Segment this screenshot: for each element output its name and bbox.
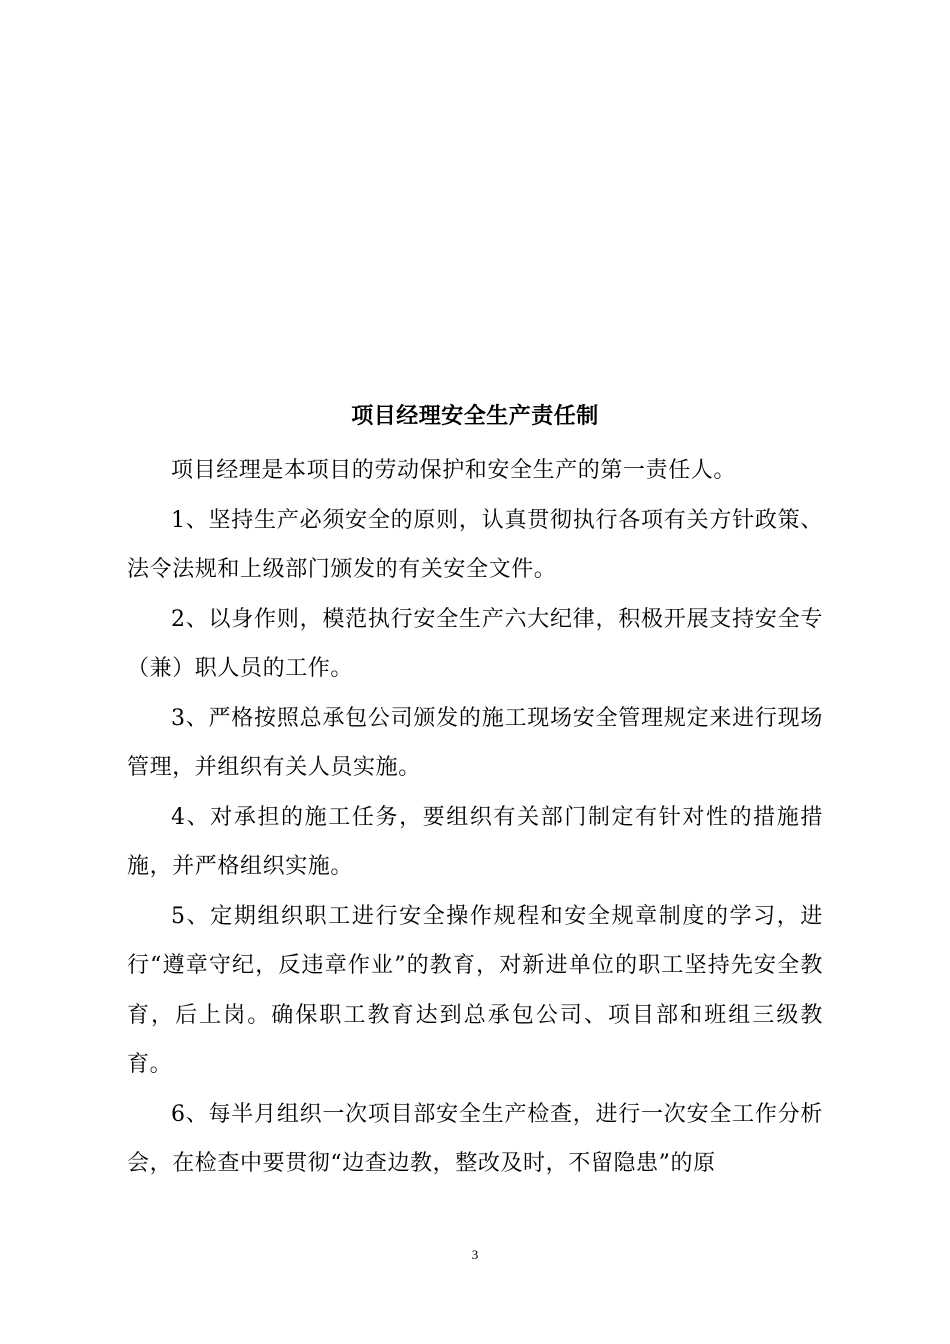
paragraph-item-4: 4、对承担的施工任务，要组织有关部门制定有针对性的措施措施，并严格组织实施。: [127, 804, 823, 879]
paragraph-item-3: 3、严格按照总承包公司颁发的施工现场安全管理规定来进行现场管理，并组织有关人员实施。: [127, 705, 823, 780]
paragraph-intro: 项目经理是本项目的劳动保护和安全生产的第一责任人。: [171, 458, 737, 483]
page-number: 3: [471, 1247, 479, 1262]
paragraph-item-2: 2、以身作则，模范执行安全生产六大纪律，积极开展支持安全专（兼）职人员的工作。: [127, 606, 823, 681]
paragraph-item-5: 5、定期组织职工进行安全操作规程和安全规章制度的学习，进行“遵章守纪，反违章作业”的教育，对新进单位的职工坚持先安全教育，后上岗。确保职工教育达到总承包公司、项目部和班组三级教育。: [127, 903, 823, 1077]
document-body: [127, 446, 823, 1189]
paragraph-item-1: 1、坚持生产必须安全的原则，认真贯彻执行各项有关方针政策、法令法规和上级部门颁发的有关安全文件。: [127, 507, 823, 582]
paragraph-item-6: 6、每半月组织一次项目部安全生产检查，进行一次安全工作分析会，在检查中要贯彻“边查边教，整改及时，不留隐患”的原: [127, 1101, 823, 1176]
document-title: 项目经理安全生产责任制: [351, 403, 599, 429]
